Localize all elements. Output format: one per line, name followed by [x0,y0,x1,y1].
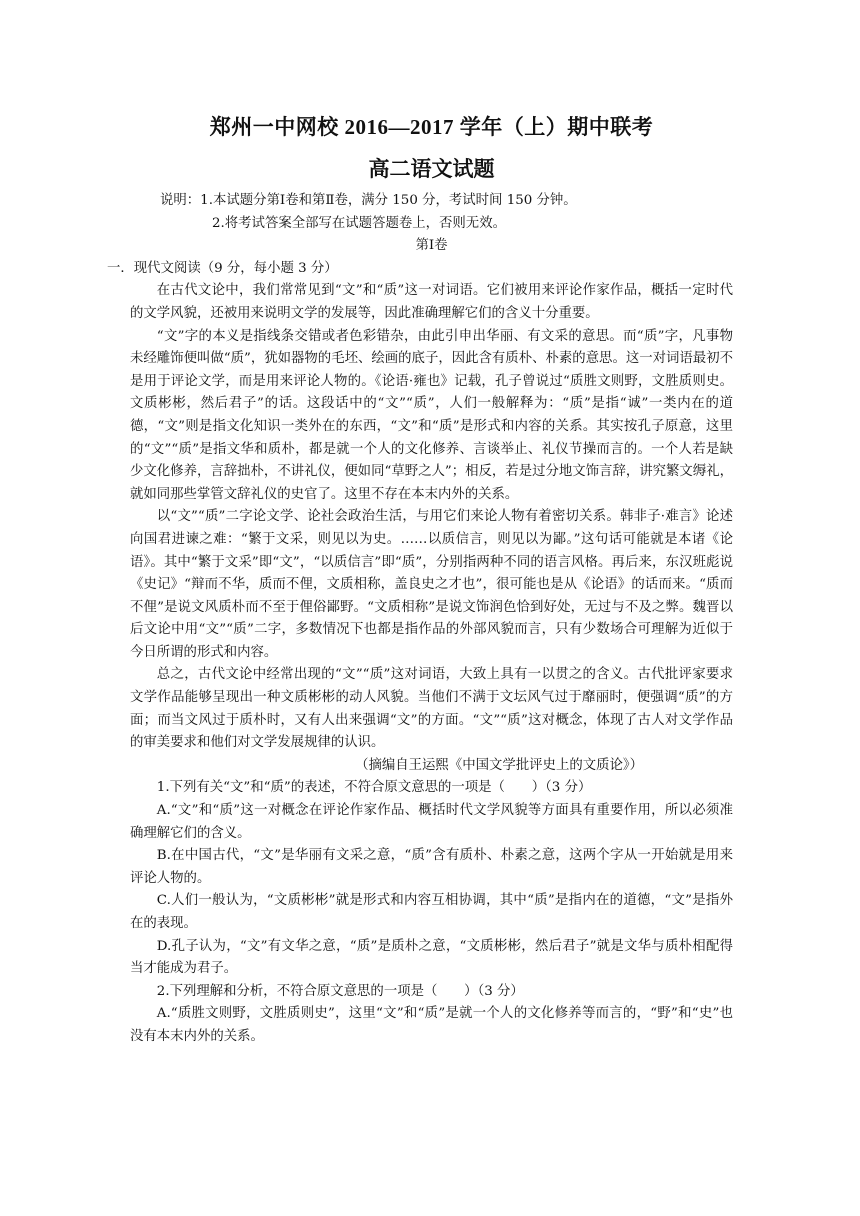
volume-label: 第Ⅰ卷 [415,238,448,254]
exam-page [107,112,733,1049]
section-heading: 一．现代文阅读（9 分，每小题 3 分） [107,260,338,276]
answer-option: B.在中国古代，“文”是华丽有文采之意，“质”含有质朴、朴素之意，这两个字从一开始就是用来评论人物的。 [130,848,733,886]
passage-source: （摘编自王运熙《中国文学批评史上的文质论》） [355,757,643,773]
instruction-1: 说明：1.本试题分第Ⅰ卷和第Ⅱ卷，满分 150 分，考试时间 150 分钟。 [160,193,577,208]
answer-option: A.“文”和“质”这一对概念在评论作家作品、概括时代文学风貌等方面具有重要作用，所以必须准确理解它们的含义。 [130,803,733,841]
passage-paragraph: 在古代文论中，我们常常见到“文”和“质”这一对词语。它们被用来评论作家作品，概括一定时代的文学风貌，还被用来说明文学的发展等，因此准确理解它们的含义十分重要。 [130,283,733,321]
passage-paragraph: 总之，古代文论中经常出现的“文”“质”这对词语，大致上具有一以贯之的含义。古代批评家要求文学作品能够呈现出一种文质彬彬的动人风貌。当他们不满于文坛风气过于靡丽时，便强调“质”的方面；而当文风过于质朴时，又有人出来强调“文”的方面。“文”“质”这对概念，体现了古人对文学作品的审美要求和他们对文学发展规律的认识。 [130,667,733,751]
instruction-2: 2.将考试答案全部写在试题答题卷上，否则无效。 [212,215,506,231]
question-stem: 1.下列有关“文”和“质”的表述，不符合原文意思的一项是（ ）（3 分） [156,780,592,796]
answer-option: A.“质胜文则野，文胜质则史”，这里“文”和“质”是就一个人的文化修养等而言的，“野”和“史”也没有本末内外的关系。 [130,1006,733,1044]
answer-option: C.人们一般认为，“文质彬彬”就是形式和内容互相协调，其中“质”是指内在的道德，“文”是指外在的表现。 [130,893,733,931]
exam-title: 郑州一中网校 2016—2017 学年（上）期中联考 [209,115,654,139]
answer-option: D.孔子认为，“文”有文华之意，“质”是质朴之意，“文质彬彬，然后君子”就是文华与质朴相配得当才能成为君子。 [130,938,733,977]
passage-paragraph: “文”字的本义是指线条交错或者色彩错杂，由此引申出华丽、有文采的意思。而“质”字，凡事物未经雕饰便叫做“质”，犹如器物的毛坯、绘画的底子，因此含有质朴、朴素的意思。这一对词语最初不是用于评论文学，而是用来评论人物的。《论语·雍也》记载，孔子曾说过“质胜文则野，文胜质则史。文质彬彬，然后君子”的话。这段话中的“文”“质”，人们一般解释为：“质”是指“诚”一类内在的道德，“文”则是指文化知识一类外在的东西，“文”和“质”是形式和内容的关系。其实按孔子原意，这里的“文”“质”是指文华和质朴，都是就一个人的文化修养、言谈举止、礼仪节操而言的。一个人若是缺少文化修养，言辞拙朴，不讲礼仪，便如同“草野之人”；相反，若是过分地文饰言辞，讲究繁文缛礼，就如同那些掌管文辞礼仪的史官了。这里不存在本末内外的关系。 [130,328,733,502]
exam-subtitle: 高二语文试题 [368,157,495,181]
passage-paragraph: 以“文”“质”二字论文学、论社会政治生活，与用它们来论人物有着密切关系。韩非子·难言》论述向国君进谏之难：“繁于文采，则见以为史。……以质信言，则见以为鄙。”这句话可能就是本诸《论语》。其中“繁于文采”即“文”，“以质信言”即“质”，分别指两种不同的语言风格。再后来，东汉班彪说《史记》“辩而不华，质而不俚，文质相称，盖良史之才也”，很可能也是从《论语》的话而来。“质而不俚”是说文风质朴而不至于俚俗鄙野。“文质相称”是说文饰润色恰到好处，无过与不及之弊。魏晋以后文论中用“文”“质”二字，多数情况下也都是指作品的外部风貌而言，只有少数场合可理解为近似于今日所谓的形式和内容。 [130,509,733,660]
question-stem: 2.下列理解和分析，不符合原文意思的一项是（ ）（3 分） [156,983,524,999]
